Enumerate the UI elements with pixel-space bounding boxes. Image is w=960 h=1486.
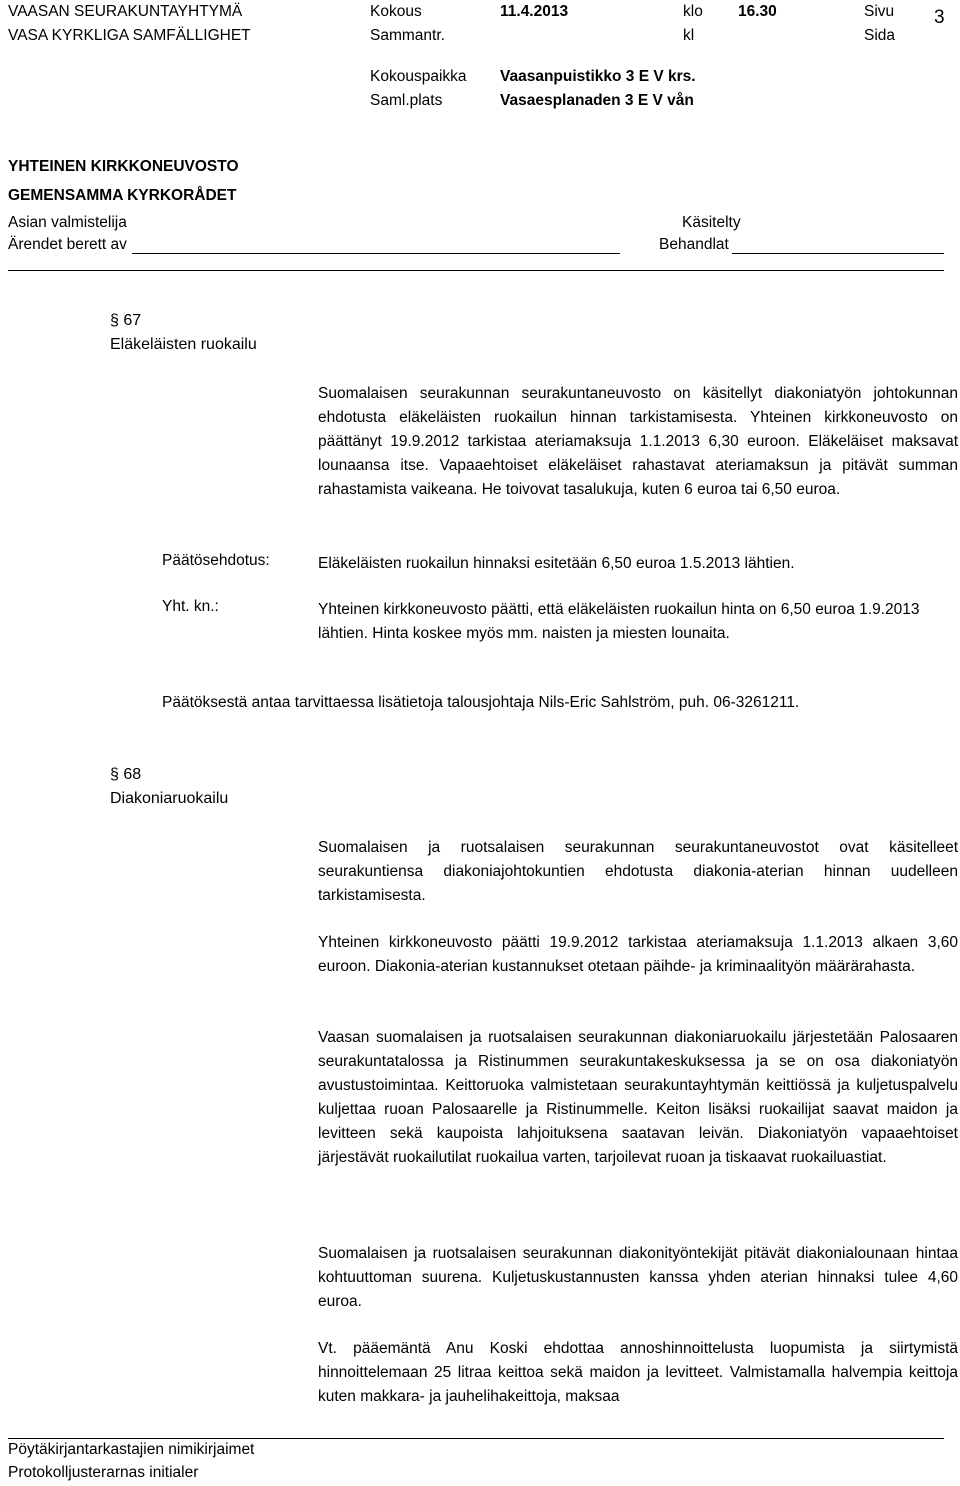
section-body-paragraph: Suomalaisen ja ruotsalaisen seurakunnan seurakuntaneuvostot ovat käsitelleet seurakuntiensa diakoniajohtokuntien ehdotusta diakonia-aterian hinnan uudelleen tarkistamisesta. xyxy=(318,839,958,904)
proposal-text: Eläkeläisten ruokailun hinnaksi esitetään 6,50 euroa 1.5.2013 lähtien. xyxy=(318,555,795,572)
section-body-paragraph: Suomalaisen ja ruotsalaisen seurakunnan diakonityöntekijät pitävät diakonialounaan hintaa kohtuuttoman suurena. Kuljetuskustannusten kanssa yhden aterian hinnaksi tulee 4,60 euroa. xyxy=(318,1245,958,1310)
section-body-paragraph: Suomalaisen seurakunnan seurakuntaneuvosto on käsitellyt diakoniatyön johtokunnan ehdotusta eläkeläisten ruokailun hinnan tarkistamisesta. Yhteinen kirkkoneuvosto on päättänyt 19.9.2012 tarkistaa ateriamaksuja 1.1.2013 6,30 euroon. Eläkeläiset maksavat lounaansa itse. Vapaaehtoiset eläkeläiset rahastavat ateriamaksun ja pitävät summan rahastamista vaikeana. He toivovat tasalukuja, kuten 6 euroa tai 6,50 euroa. xyxy=(318,385,958,498)
section-number-value: 68 xyxy=(123,766,142,783)
page-number: 3 xyxy=(934,7,945,28)
preparer-signature-line xyxy=(132,253,620,254)
preparer-label-sv: Ärendet berett av xyxy=(8,236,127,253)
handled-label-fi: Käsitelty xyxy=(682,214,741,231)
footer-divider xyxy=(8,1438,944,1439)
meeting-date: 11.4.2013 xyxy=(500,3,569,20)
proposal-label: Päätösehdotus: xyxy=(162,552,270,569)
section-symbol: § xyxy=(110,766,119,783)
footer-line-sv: Protokolljusterarnas initialer xyxy=(8,1464,199,1481)
section-number-value: 67 xyxy=(123,312,142,329)
decision-label: Yht. kn.: xyxy=(162,598,219,615)
section-body-paragraph: Vt. pääemäntä Anu Koski ehdottaa annoshinnoittelusta luopumista ja siirtymistä hinnoittelemaan 25 litraa keittoa sekä maidon ja levitteet. Valmistamalla halvempia keittoja kuten makkara- ja jauhelihakeittoja, maksaa xyxy=(318,1340,958,1405)
org-name-sv: VASA KYRKLIGA SAMFÄLLIGHET xyxy=(8,27,251,44)
section-body-paragraph: Vaasan suomalaisen ja ruotsalaisen seurakunnan diakoniaruokailu järjestetään Palosaaren seurakuntatalossa ja Ristinummen seurakuntakeskuksessa ja se on osa diakoniatyön avustustoimintaa. Keittoruoka valmistetaan seurakuntayhtymän keittiössä ja kuljetuspalvelu kuljettaa ruoan Palosaarelle ja Ristinummelle. Keiton lisäksi ruokailijat saavat maidon ja levitteen sekä kaupoista lahjoituksena saatavan leivän. Diakoniatyön vapaaehtoiset järjestävät ruokailutilat ruokailua varten, tarjoilevat ruoan ja tiskaavat ruokailuastiat. xyxy=(318,1029,958,1166)
time-label-sv: kl xyxy=(683,27,695,44)
section-number xyxy=(110,766,141,784)
place-label-sv: Saml.plats xyxy=(370,92,443,109)
page-label-sv: Sida xyxy=(864,27,896,44)
section-symbol: § xyxy=(110,312,119,329)
place-label-fi: Kokouspaikka xyxy=(370,68,467,85)
section-title: Diakoniaruokailu xyxy=(110,790,229,807)
meeting-time: 16.30 xyxy=(738,3,777,20)
section-number xyxy=(110,312,141,330)
time-label-fi: klo xyxy=(683,3,703,20)
page-label-fi: Sivu xyxy=(864,3,895,20)
decision-text: Yhteinen kirkkoneuvosto päätti, että eläkeläisten ruokailun hinta on 6,50 euroa 1.9.2013 lähtien. Hinta koskee myös mm. naisten ja miesten lounaita. xyxy=(318,601,920,642)
org-name-fi: VAASAN SEURAKUNTAYHTYMÄ xyxy=(8,3,243,20)
info-text: Päätöksestä antaa tarvittaessa lisätietoja talousjohtaja Nils-Eric Sahlström, puh. 06-3261211. xyxy=(162,694,800,711)
meeting-label-sv: Sammantr. xyxy=(370,27,445,44)
meeting-label-fi: Kokous xyxy=(370,3,422,20)
place-sv: Vasaesplanaden 3 E V vån xyxy=(500,92,694,109)
handled-date-line xyxy=(732,253,944,254)
handled-label-sv: Behandlat xyxy=(659,236,729,253)
place-fi: Vaasanpuistikko 3 E V krs. xyxy=(500,68,696,85)
footer-line-fi: Pöytäkirjantarkastajien nimikirjaimet xyxy=(8,1441,255,1458)
header-divider xyxy=(8,270,944,271)
section-title: Eläkeläisten ruokailu xyxy=(110,336,257,353)
section-body-paragraph: Yhteinen kirkkoneuvosto päätti 19.9.2012 tarkistaa ateriamaksuja 1.1.2013 alkaen 3,60 euroon. Diakonia-aterian kustannukset otetaan päihde- ja kriminaalityön määrärahasta. xyxy=(318,934,958,975)
council-name-sv: GEMENSAMMA KYRKORÅDET xyxy=(8,187,237,204)
council-name-fi: YHTEINEN KIRKKONEUVOSTO xyxy=(8,158,239,175)
preparer-label-fi: Asian valmistelija xyxy=(8,214,127,231)
